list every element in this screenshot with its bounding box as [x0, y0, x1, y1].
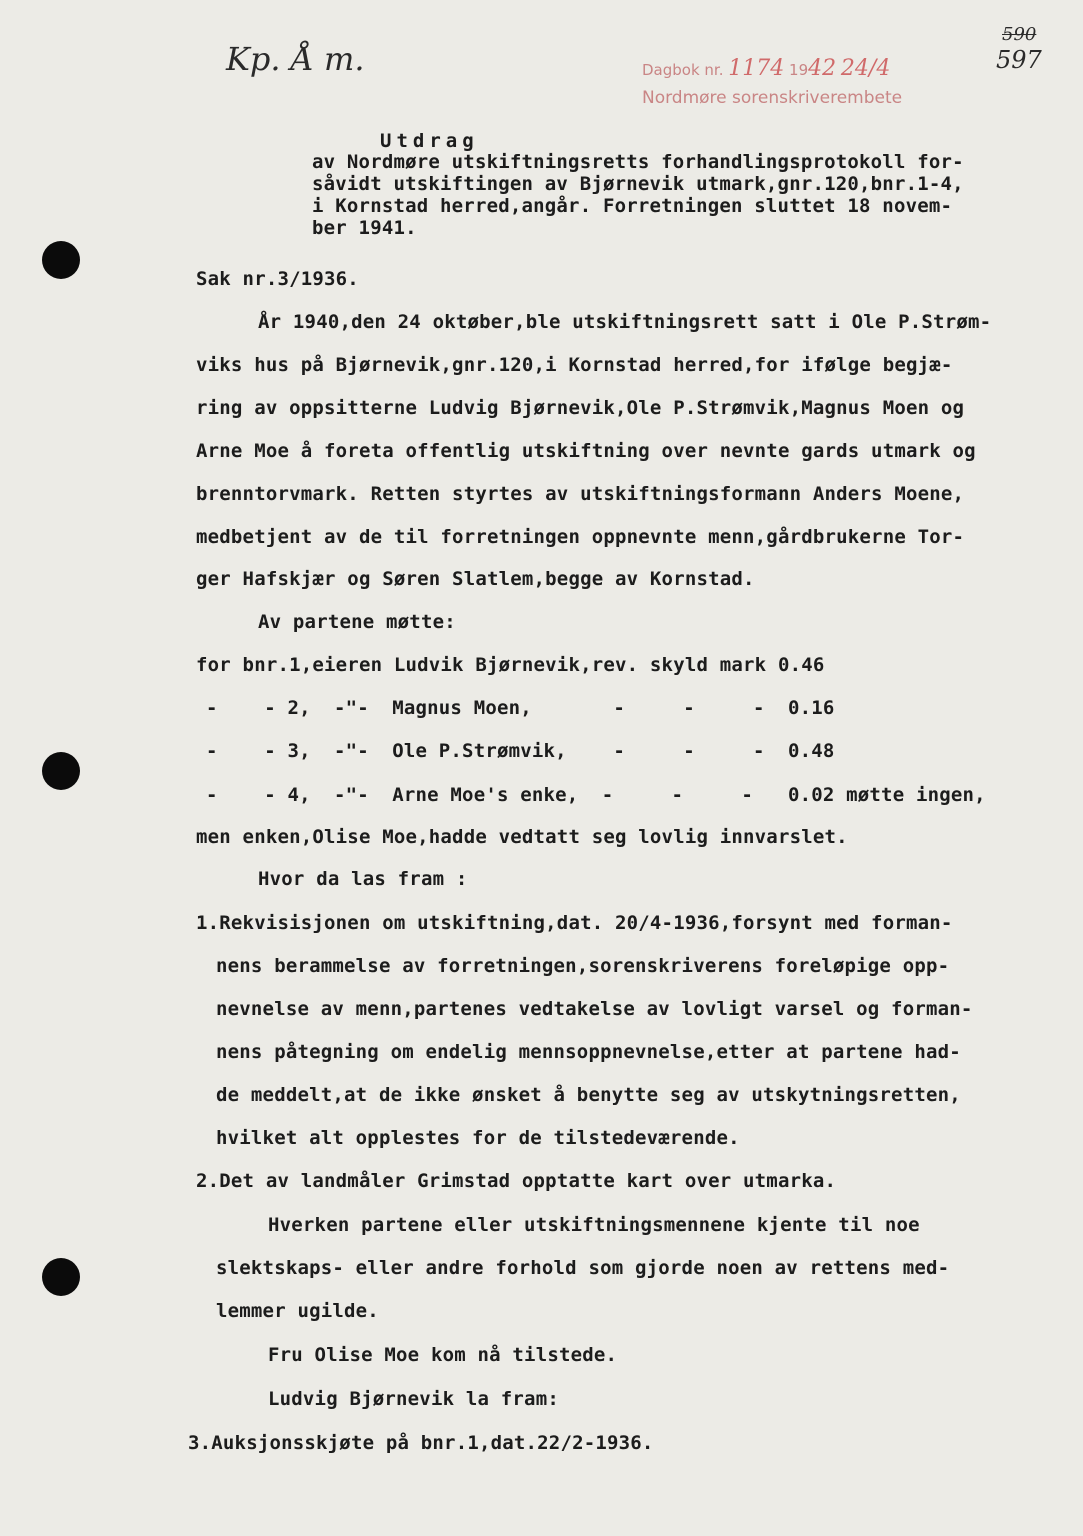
stamp-office: Nordmøre sorenskriverembete [642, 88, 903, 108]
handwritten-note: Kp. Å m. [226, 40, 365, 78]
list-item: 3.Auksjonsskjøte på bnr.1,dat.22/2-1936. [188, 1432, 654, 1454]
party-row: - - 4, -"- Arne Moe's enke, - - - 0.02 møtte ingen, [206, 784, 986, 806]
text-line: lemmer ugilde. [216, 1300, 379, 1322]
text-line: nens berammelse av forretningen,sorenskriverens foreløpige opp- [216, 955, 950, 977]
page-number: 597 [996, 46, 1042, 74]
text-line: medbetjent av de til forretningen oppnevnte menn,gårdbrukerne Tor- [196, 526, 965, 548]
party-row: - - 2, -"- Magnus Moen, - - - 0.16 [206, 697, 835, 719]
text-line: ger Hafskjær og Søren Slatlem,begge av Kornstad. [196, 568, 755, 590]
punch-hole [42, 1258, 80, 1296]
text-line: Fru Olise Moe kom nå tilstede. [268, 1344, 618, 1366]
punch-hole [42, 752, 80, 790]
heading-line: ber 1941. [312, 217, 417, 239]
stamp-year: 42 [808, 56, 837, 81]
party-row: for bnr.1,eieren Ludvik Bjørnevik,rev. skyld mark 0.46 [196, 654, 825, 676]
heading-line: av Nordmøre utskiftningsretts forhandlingsprotokoll for- [312, 151, 964, 173]
registry-stamp [642, 56, 890, 81]
section-heading: Hvor da las fram : [258, 868, 468, 890]
parties-heading: Av partene møtte: [258, 611, 456, 633]
list-item: 1.Rekvisisjonen om utskiftning,dat. 20/4-1936,forsynt med forman- [196, 912, 953, 934]
punch-hole [42, 241, 80, 279]
text-line: Hverken partene eller utskiftningsmennene kjente til noe [268, 1214, 920, 1236]
list-item: 2.Det av landmåler Grimstad opptatte kart over utmarka. [196, 1170, 837, 1192]
stamp-date: 24/4 [840, 56, 891, 81]
text-line: de meddelt,at de ikke ønsket å benytte seg av utskytningsretten, [216, 1084, 961, 1106]
heading-line: såvidt utskiftingen av Bjørnevik utmark,gnr.120,bnr.1-4, [312, 173, 964, 195]
text-line: men enken,Olise Moe,hadde vedtatt seg lovlig innvarslet. [196, 826, 848, 848]
party-row: - - 3, -"- Ole P.Strømvik, - - - 0.48 [206, 740, 835, 762]
text-line: nevnelse av menn,partenes vedtakelse av lovligt varsel og forman- [216, 998, 973, 1020]
stamp-year-prefix: 19 [789, 61, 809, 79]
stamp-number: 1174 [728, 56, 785, 81]
stamp-prefix: Dagbok nr. [642, 61, 724, 79]
document-title: Utdrag [380, 130, 479, 152]
text-line: brenntorvmark. Retten styrtes av utskiftningsformann Anders Moene, [196, 483, 965, 505]
text-line: nens påtegning om endelig mennsoppnevnelse,etter at partene had- [216, 1041, 961, 1063]
text-line: Ludvig Bjørnevik la fram: [268, 1388, 559, 1410]
text-line: År 1940,den 24 oktøber,ble utskiftningsrett satt i Ole P.Strøm- [258, 311, 992, 333]
text-line: Arne Moe å foreta offentlig utskiftning over nevnte gards utmark og [196, 440, 976, 462]
case-number: Sak nr.3/1936. [196, 268, 359, 290]
text-line: ring av oppsitterne Ludvig Bjørnevik,Ole P.Strømvik,Magnus Moen og [196, 397, 965, 419]
page-number-struck: 590 [1002, 24, 1037, 45]
text-line: hvilket alt opplestes for de tilstedeværende. [216, 1127, 740, 1149]
text-line: viks hus på Bjørnevik,gnr.120,i Kornstad herred,for ifølge begjæ- [196, 354, 953, 376]
heading-line: i Kornstad herred,angår. Forretningen sluttet 18 novem- [312, 195, 953, 217]
text-line: slektskaps- eller andre forhold som gjorde noen av rettens med- [216, 1257, 950, 1279]
